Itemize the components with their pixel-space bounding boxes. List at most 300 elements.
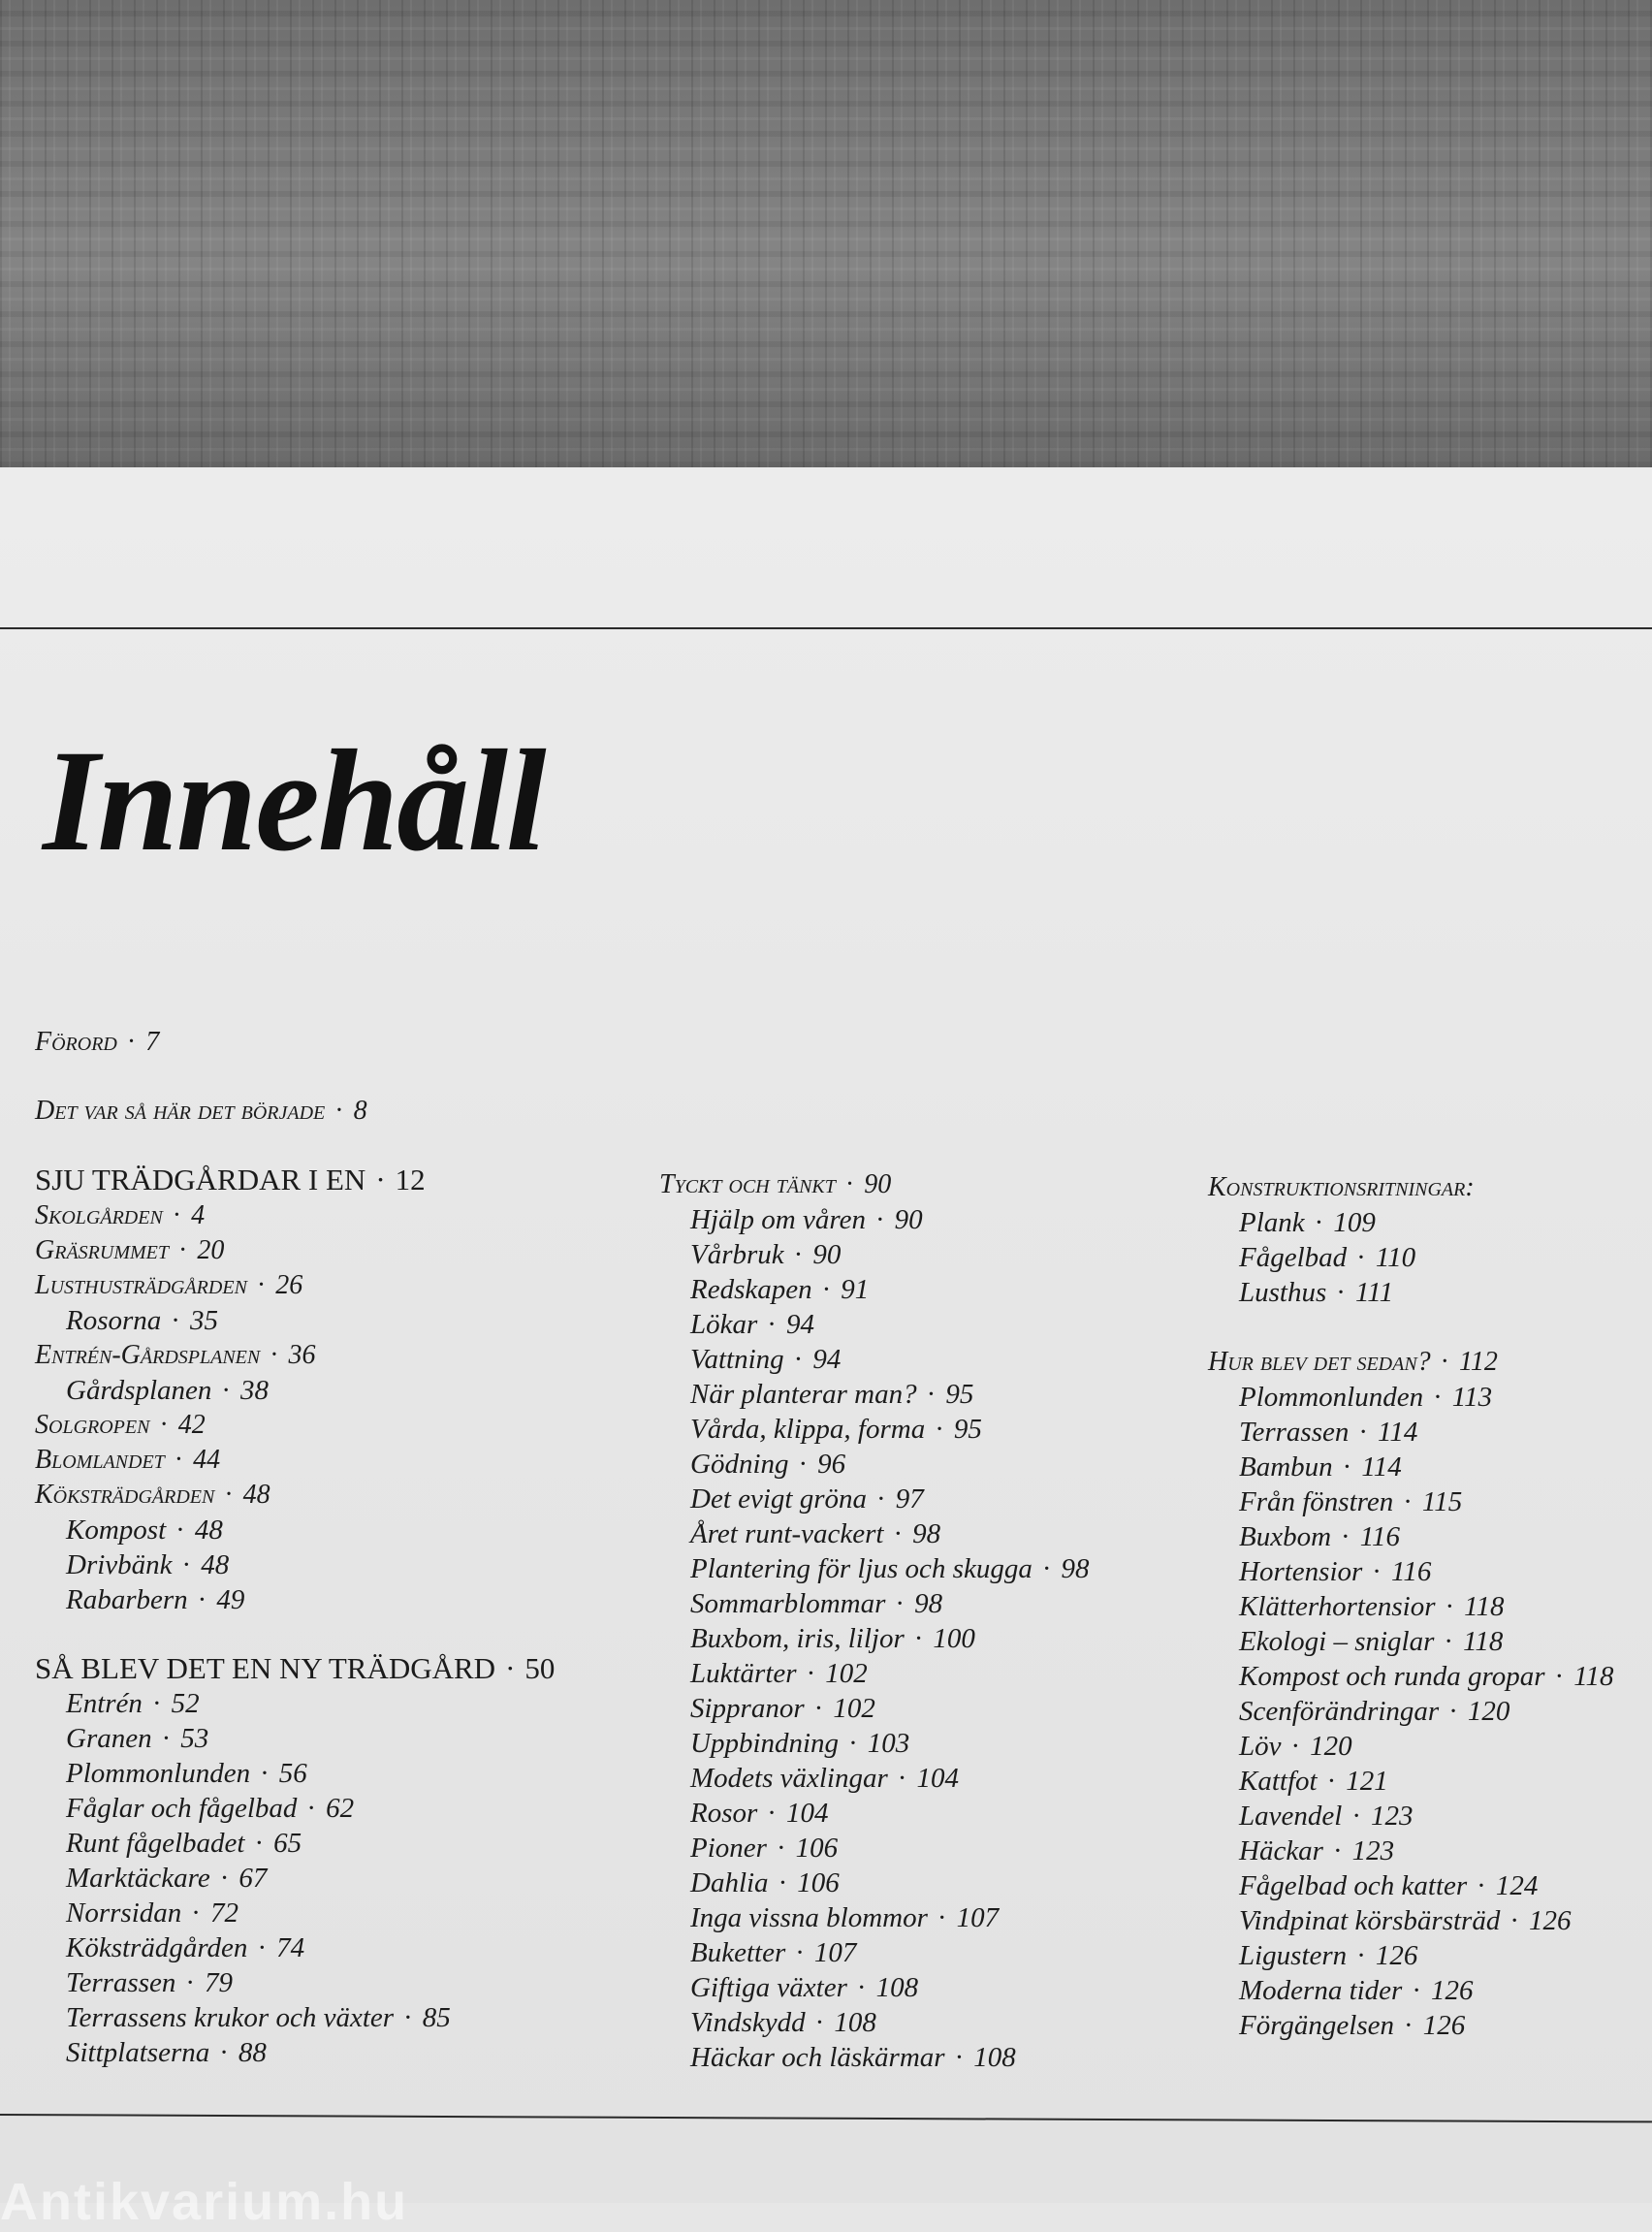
- separator-dot: ·: [893, 1518, 904, 1549]
- toc-entry-title: Buxbom: [1239, 1521, 1332, 1552]
- separator-dot: ·: [814, 2007, 825, 2038]
- toc-entry-title: Köksträdgården: [66, 1932, 248, 1963]
- toc-entry-page-number: 12: [395, 1163, 426, 1196]
- toc-entry: [66, 1861, 267, 1896]
- separator-dot: ·: [1336, 1277, 1346, 1308]
- toc-entry: [690, 1970, 918, 2005]
- toc-entry: [690, 1482, 924, 1516]
- toc-entry: [1239, 1973, 1474, 2008]
- toc-entry: [1239, 1275, 1393, 1310]
- toc-entry: [690, 1202, 923, 1237]
- toc-entry-page-number: 104: [785, 1798, 829, 1829]
- toc-entry: [66, 1686, 200, 1721]
- separator-dot: ·: [1358, 1417, 1369, 1448]
- toc-entry: [690, 1691, 875, 1726]
- toc-entry-title: Det evigt gröna: [690, 1483, 868, 1515]
- toc-entry-page-number: 79: [205, 1967, 234, 1998]
- toc-entry: [690, 1307, 814, 1342]
- toc-entry-page-number: 98: [912, 1518, 941, 1549]
- toc-entry: [35, 1651, 555, 1686]
- toc-entry-title: Plommonlunden: [66, 1758, 251, 1789]
- toc-entry-page-number: 102: [833, 1693, 875, 1724]
- toc-entry-page-number: 94: [785, 1309, 814, 1340]
- toc-entry: [66, 1373, 269, 1408]
- toc-entry-title: Entrén-Gårdsplanen: [35, 1340, 261, 1370]
- toc-entry: [1239, 1833, 1394, 1868]
- toc-entry-title: Löv: [1239, 1731, 1282, 1762]
- toc-entry-page-number: 48: [201, 1549, 230, 1580]
- toc-entry-page-number: 90: [864, 1169, 892, 1199]
- separator-dot: ·: [260, 1758, 270, 1789]
- separator-dot: ·: [1332, 1835, 1343, 1866]
- toc-entry-page-number: 120: [1310, 1731, 1352, 1762]
- toc-entry: [690, 1516, 940, 1551]
- toc-entry-page-number: 97: [895, 1483, 924, 1515]
- toc-entry: [35, 1338, 316, 1373]
- separator-dot: ·: [795, 1937, 805, 1968]
- toc-entry-title: Skolgården: [35, 1200, 163, 1230]
- toc-entry-page-number: 53: [180, 1723, 209, 1754]
- toc-entry: [35, 1198, 205, 1233]
- toc-entry-page-number: 108: [834, 2007, 876, 2038]
- toc-entry: [66, 1930, 304, 1965]
- toc-entry-title: Terrassens krukor och växter: [66, 2002, 395, 2033]
- separator-dot: ·: [1477, 1870, 1486, 1901]
- toc-entry-title: Inga vissna blommor: [690, 1902, 928, 1933]
- toc-entry-title: Modets växlingar: [690, 1763, 888, 1794]
- toc-entry: [66, 1582, 244, 1617]
- toc-entry-title: Luktärter: [690, 1658, 797, 1689]
- toc-entry-title: Rosorna: [66, 1305, 162, 1336]
- separator-dot: ·: [1342, 1451, 1352, 1483]
- toc-entry-page-number: 38: [240, 1375, 270, 1406]
- toc-entry-title: Rosor: [690, 1798, 758, 1829]
- toc-entry: [35, 1443, 220, 1478]
- toc-entry-page-number: 90: [894, 1204, 923, 1235]
- toc-entry: [35, 1233, 224, 1268]
- toc-entry-page-number: 72: [209, 1897, 238, 1929]
- separator-dot: ·: [219, 1863, 230, 1894]
- toc-entry-page-number: 35: [189, 1305, 218, 1336]
- toc-entry: [690, 1551, 1090, 1586]
- toc-entry-page-number: 111: [1354, 1277, 1394, 1308]
- toc-entry: [1239, 1764, 1388, 1799]
- toc-entry-title: Scenförändringar: [1239, 1696, 1440, 1727]
- toc-entry: [1239, 1484, 1462, 1519]
- toc-entry-page-number: 123: [1351, 1835, 1395, 1866]
- toc-entry: [690, 1726, 909, 1761]
- toc-entry: [1239, 1659, 1614, 1694]
- toc-entry-page-number: 100: [933, 1623, 975, 1654]
- toc-entry-page-number: 96: [817, 1449, 846, 1480]
- toc-entry: [66, 1791, 354, 1826]
- toc-entry: [1239, 1205, 1376, 1240]
- toc-entry: [1239, 1554, 1431, 1589]
- separator-dot: ·: [185, 1967, 196, 1998]
- toc-entry: [66, 1896, 238, 1930]
- toc-entry-title: Vattning: [690, 1344, 784, 1375]
- toc-entry-page-number: 85: [422, 2002, 451, 2033]
- separator-dot: ·: [171, 1305, 180, 1336]
- toc-entry-page-number: 56: [278, 1758, 307, 1789]
- separator-dot: ·: [798, 1449, 809, 1480]
- toc-entry-title: Runt fågelbadet: [66, 1828, 245, 1859]
- toc-entry-title: SÅ BLEV DET EN NY TRÄDGÅRD: [35, 1651, 496, 1685]
- toc-entry-page-number: 42: [177, 1410, 206, 1440]
- toc-entry-page-number: 8: [353, 1096, 367, 1126]
- toc-entry-title: När planterar man?: [690, 1379, 917, 1410]
- separator-dot: ·: [257, 1932, 268, 1963]
- separator-dot: ·: [793, 1239, 804, 1270]
- separator-dot: ·: [161, 1723, 172, 1754]
- separator-dot: ·: [1041, 1553, 1052, 1584]
- toc-entry-page-number: 118: [1573, 1661, 1614, 1692]
- toc-entry-title: Vårda, klippa, forma: [690, 1414, 926, 1445]
- toc-entry-page-number: 116: [1390, 1556, 1432, 1587]
- toc-entry-title: Fåglar och fågelbad: [66, 1793, 298, 1824]
- separator-dot: ·: [954, 2042, 965, 2073]
- separator-dot: ·: [874, 1204, 885, 1235]
- toc-entry-page-number: 65: [273, 1828, 302, 1859]
- toc-entry-page-number: 126: [1375, 1940, 1418, 1971]
- toc-entry-page-number: 106: [795, 1833, 839, 1864]
- toc-entry: [1239, 2008, 1465, 2043]
- toc-entry-title: Gårdsplanen: [66, 1375, 212, 1406]
- toc-entry: [690, 1865, 840, 1900]
- toc-entry-page-number: 7: [145, 1027, 160, 1057]
- separator-dot: ·: [1372, 1556, 1382, 1587]
- toc-entry-page-number: 107: [813, 1937, 857, 1968]
- toc-entry-page-number: 26: [275, 1270, 303, 1300]
- separator-dot: ·: [126, 1027, 137, 1057]
- toc-entry-title: Förord: [35, 1027, 117, 1057]
- toc-entry-title: Lökar: [690, 1309, 758, 1340]
- toc-entry-page-number: 106: [797, 1867, 840, 1898]
- separator-dot: ·: [1314, 1207, 1324, 1238]
- separator-dot: ·: [254, 1828, 265, 1859]
- toc-entry-page-number: 104: [916, 1763, 959, 1794]
- toc-entry-title: Hjälp om våren: [690, 1204, 866, 1235]
- toc-entry-page-number: 126: [1422, 2010, 1466, 2041]
- toc-entry-page-number: 126: [1431, 1975, 1474, 2006]
- wood-table-background: [0, 0, 1652, 467]
- toc-entry-page-number: 52: [171, 1688, 200, 1719]
- toc-entry-title: Marktäckare: [66, 1863, 210, 1894]
- toc-entry: [66, 1547, 229, 1582]
- toc-entry: [66, 1721, 208, 1756]
- toc-entry-page-number: 107: [956, 1902, 1000, 1933]
- separator-dot: ·: [876, 1483, 886, 1515]
- toc-entry: [690, 1621, 975, 1656]
- toc-entry: [66, 1965, 233, 2000]
- toc-entry: [35, 1408, 206, 1443]
- toc-entry-title: Terrassen: [66, 1967, 176, 1998]
- separator-dot: ·: [793, 1344, 804, 1375]
- toc-entry-page-number: 109: [1333, 1207, 1376, 1238]
- separator-dot: ·: [175, 1515, 185, 1546]
- toc-entry-title: Plommonlunden: [1239, 1382, 1424, 1413]
- toc-entry: [66, 2035, 267, 2070]
- toc-entry-title: Moderna tider: [1239, 1975, 1403, 2006]
- separator-dot: ·: [926, 1379, 937, 1410]
- toc-entry: [1208, 1170, 1475, 1205]
- toc-entry-page-number: 62: [326, 1793, 355, 1824]
- toc-entry: [690, 2040, 1016, 2075]
- toc-entry: [1239, 1624, 1503, 1659]
- toc-entry-title: Konstruktionsritningar:: [1208, 1172, 1475, 1202]
- separator-dot: ·: [897, 1763, 907, 1794]
- toc-entry-page-number: 115: [1421, 1486, 1463, 1517]
- toc-entry-page-number: 114: [1378, 1417, 1418, 1448]
- toc-entry-title: Dahlia: [690, 1867, 769, 1898]
- toc-entry-title: Entrén: [66, 1688, 143, 1719]
- toc-entry-title: Lavendel: [1239, 1801, 1343, 1832]
- toc-entry-page-number: 120: [1467, 1696, 1510, 1727]
- toc-entry-title: Solgropen: [35, 1410, 150, 1440]
- toc-entry-page-number: 98: [914, 1588, 943, 1619]
- toc-entry-title: Pioner: [690, 1833, 767, 1864]
- toc-entry-title: Gräsrummet: [35, 1235, 169, 1265]
- toc-entry-title: Plank: [1239, 1207, 1305, 1238]
- toc-entry: [66, 1513, 223, 1547]
- toc-entry-page-number: 95: [953, 1414, 982, 1445]
- toc-entry-page-number: 114: [1361, 1451, 1402, 1483]
- toc-entry-title: Drivbänk: [66, 1549, 173, 1580]
- toc-entry: [35, 1094, 367, 1129]
- toc-entry-page-number: 112: [1458, 1347, 1498, 1377]
- separator-dot: ·: [172, 1200, 182, 1230]
- separator-dot: ·: [935, 1414, 944, 1445]
- separator-dot: ·: [1440, 1347, 1449, 1377]
- toc-entry-title: Vårbruk: [690, 1239, 784, 1270]
- toc-entry-title: Plantering för ljus och skugga: [690, 1553, 1032, 1584]
- toc-entry-title: Vindpinat körsbärsträd: [1239, 1905, 1501, 1936]
- toc-entry-title: Kompost: [66, 1515, 167, 1546]
- separator-dot: ·: [197, 1584, 207, 1615]
- separator-dot: ·: [1444, 1626, 1454, 1657]
- separator-dot: ·: [1433, 1382, 1443, 1413]
- toc-entry: [690, 2005, 876, 2040]
- separator-dot: ·: [844, 1169, 855, 1199]
- toc-entry-title: Förgängelsen: [1239, 2010, 1395, 2041]
- separator-dot: ·: [895, 1588, 905, 1619]
- separator-dot: ·: [1351, 1801, 1361, 1832]
- toc-entry-title: Hortensior: [1239, 1556, 1363, 1587]
- toc-entry: [690, 1447, 845, 1482]
- toc-entry-title: Tyckt och tänkt: [659, 1169, 836, 1199]
- toc-entry-page-number: 50: [524, 1651, 556, 1685]
- separator-dot: ·: [1356, 1242, 1366, 1273]
- toc-entry-title: Ekologi – sniglar: [1239, 1626, 1435, 1657]
- toc-entry-page-number: 110: [1375, 1242, 1416, 1273]
- separator-dot: ·: [776, 1833, 786, 1864]
- toc-entry: [690, 1656, 868, 1691]
- separator-dot: ·: [505, 1651, 516, 1685]
- toc-entry: [1239, 1415, 1417, 1450]
- separator-dot: ·: [1509, 1905, 1520, 1936]
- toc-entry: [690, 1831, 838, 1865]
- toc-entry: [690, 1342, 841, 1377]
- toc-entry-title: SJU TRÄDGÅRDAR I EN: [35, 1163, 366, 1196]
- separator-dot: ·: [821, 1274, 832, 1305]
- toc-entry-page-number: 113: [1451, 1382, 1493, 1413]
- toc-entry-page-number: 44: [193, 1445, 221, 1475]
- toc-entry-page-number: 20: [197, 1235, 225, 1265]
- toc-entry: [1208, 1345, 1498, 1380]
- watermark: Antikvarium.hu: [0, 2173, 409, 2231]
- toc-entry-page-number: 48: [242, 1480, 270, 1510]
- separator-dot: ·: [403, 2002, 413, 2033]
- toc-entry: [1239, 1589, 1505, 1624]
- toc-entry: [1239, 1380, 1492, 1415]
- separator-dot: ·: [1341, 1521, 1350, 1552]
- separator-dot: ·: [806, 1658, 816, 1689]
- toc-entry-title: Vindskydd: [690, 2007, 806, 2038]
- separator-dot: ·: [1412, 1975, 1422, 2006]
- toc-entry: [66, 1826, 302, 1861]
- toc-entry: [66, 2000, 451, 2035]
- toc-entry: [1239, 1694, 1509, 1729]
- separator-dot: ·: [181, 1549, 192, 1580]
- toc-entry-title: Sommarblommar: [690, 1588, 886, 1619]
- toc-entry-page-number: 102: [825, 1658, 868, 1689]
- separator-dot: ·: [221, 1375, 232, 1406]
- toc-entry-page-number: 48: [194, 1515, 223, 1546]
- toc-entry: [690, 1796, 828, 1831]
- toc-entry-page-number: 118: [1464, 1591, 1505, 1622]
- toc-entry-title: Ligustern: [1239, 1940, 1348, 1971]
- toc-entry: [1239, 1868, 1538, 1903]
- toc-entry: [1239, 1729, 1352, 1764]
- toc-entry-title: Fågelbad: [1239, 1242, 1348, 1273]
- separator-dot: ·: [191, 1897, 201, 1929]
- toc-entry-page-number: 74: [276, 1932, 305, 1963]
- toc-entry: [35, 1268, 302, 1303]
- toc-entry-page-number: 94: [812, 1344, 842, 1375]
- separator-dot: ·: [159, 1410, 169, 1440]
- toc-entry: [35, 1025, 159, 1060]
- toc-entry-page-number: 126: [1529, 1905, 1572, 1936]
- toc-entry: [1239, 1450, 1402, 1484]
- toc-entry-page-number: 90: [812, 1239, 842, 1270]
- toc-entry-title: Gödning: [690, 1449, 789, 1480]
- toc-entry: [690, 1272, 869, 1307]
- separator-dot: ·: [856, 1972, 867, 2003]
- toc-entry-page-number: 98: [1061, 1553, 1090, 1584]
- separator-dot: ·: [1448, 1696, 1458, 1727]
- toc-entry: [1239, 1938, 1417, 1973]
- toc-entry: [35, 1163, 426, 1197]
- toc-entry: [1239, 1903, 1572, 1938]
- separator-dot: ·: [767, 1798, 777, 1829]
- toc-entry-title: Redskapen: [690, 1274, 812, 1305]
- toc-entry-page-number: 67: [238, 1863, 268, 1894]
- separator-dot: ·: [778, 1867, 788, 1898]
- separator-dot: ·: [913, 1623, 924, 1654]
- toc-entry: [690, 1761, 959, 1796]
- toc-entry-title: Granen: [66, 1723, 152, 1754]
- toc-entry-page-number: 116: [1359, 1521, 1401, 1552]
- separator-dot: ·: [334, 1096, 344, 1126]
- toc-entry: [690, 1586, 942, 1621]
- toc-entry-page-number: 123: [1370, 1801, 1414, 1832]
- separator-dot: ·: [1404, 2010, 1414, 2041]
- separator-dot: ·: [1356, 1940, 1366, 1971]
- toc-entry-title: Lusthus: [1239, 1277, 1327, 1308]
- separator-dot: ·: [1290, 1731, 1301, 1762]
- separator-dot: ·: [848, 1728, 858, 1759]
- toc-entry: [690, 1900, 999, 1935]
- toc-entry-title: Köksträdgården: [35, 1480, 215, 1510]
- separator-dot: ·: [1326, 1766, 1337, 1797]
- toc-entry-title: Hur blev det sedan?: [1208, 1347, 1431, 1377]
- toc-entry-title: Norrsidan: [66, 1897, 182, 1929]
- toc-entry: [1239, 1799, 1413, 1833]
- toc-entry-page-number: 108: [875, 1972, 919, 2003]
- toc-entry-page-number: 4: [191, 1200, 206, 1230]
- toc-entry-title: Kattfot: [1239, 1766, 1318, 1797]
- toc-entry-page-number: 103: [867, 1728, 910, 1759]
- separator-dot: ·: [1403, 1486, 1413, 1517]
- toc-entry-page-number: 108: [973, 2042, 1016, 2073]
- toc-entry-title: Buketter: [690, 1937, 786, 1968]
- toc-entry-title: Uppbindning: [690, 1728, 840, 1759]
- toc-entry-page-number: 124: [1495, 1870, 1539, 1901]
- toc-entry: [690, 1237, 841, 1272]
- toc-entry-title: Häckar och läskärmar: [690, 2042, 945, 2073]
- toc-entry: [1239, 1240, 1415, 1275]
- toc-entry: [66, 1756, 307, 1791]
- toc-entry: [690, 1377, 973, 1412]
- separator-dot: ·: [270, 1340, 279, 1370]
- toc-entry-title: Blomlandet: [35, 1445, 165, 1475]
- toc-entry: [1239, 1519, 1400, 1554]
- separator-dot: ·: [151, 1688, 162, 1719]
- toc-entry-title: Året runt-vackert: [690, 1518, 884, 1549]
- toc-entry-title: Rabarbern: [66, 1584, 188, 1615]
- toc-entry-title: Lusthusträdgården: [35, 1270, 247, 1300]
- toc-entry: [66, 1303, 218, 1338]
- toc-entry-title: Sittplatserna: [66, 2037, 210, 2068]
- separator-dot: ·: [767, 1309, 777, 1340]
- page-title: Innehåll: [43, 719, 545, 881]
- toc-entry-page-number: 118: [1463, 1626, 1504, 1657]
- toc-entry-page-number: 95: [945, 1379, 974, 1410]
- separator-dot: ·: [224, 1480, 234, 1510]
- separator-dot: ·: [174, 1445, 184, 1475]
- separator-dot: ·: [1554, 1661, 1565, 1692]
- toc-entry: [35, 1478, 270, 1513]
- toc-entry-page-number: 36: [288, 1340, 316, 1370]
- toc-entry-title: Häckar: [1239, 1835, 1323, 1866]
- separator-dot: ·: [219, 2037, 229, 2068]
- separator-dot: ·: [813, 1693, 824, 1724]
- toc-entry-title: Buxbom, iris, liljor: [690, 1623, 905, 1654]
- separator-dot: ·: [937, 1902, 947, 1933]
- toc-entry-title: Klätterhortensior: [1239, 1591, 1436, 1622]
- separator-dot: ·: [256, 1270, 267, 1300]
- separator-dot: ·: [177, 1235, 188, 1265]
- toc-entry-page-number: 88: [238, 2037, 267, 2068]
- toc-entry-title: Bambun: [1239, 1451, 1333, 1483]
- toc-entry-page-number: 49: [216, 1584, 245, 1615]
- toc-entry-page-number: 121: [1346, 1766, 1388, 1797]
- toc-entry-title: Terrassen: [1239, 1417, 1350, 1448]
- toc-entry-title: Giftiga växter: [690, 1972, 847, 2003]
- toc-entry: [690, 1412, 982, 1447]
- toc-entry-title: Det var så här det började: [35, 1096, 326, 1126]
- separator-dot: ·: [1445, 1591, 1455, 1622]
